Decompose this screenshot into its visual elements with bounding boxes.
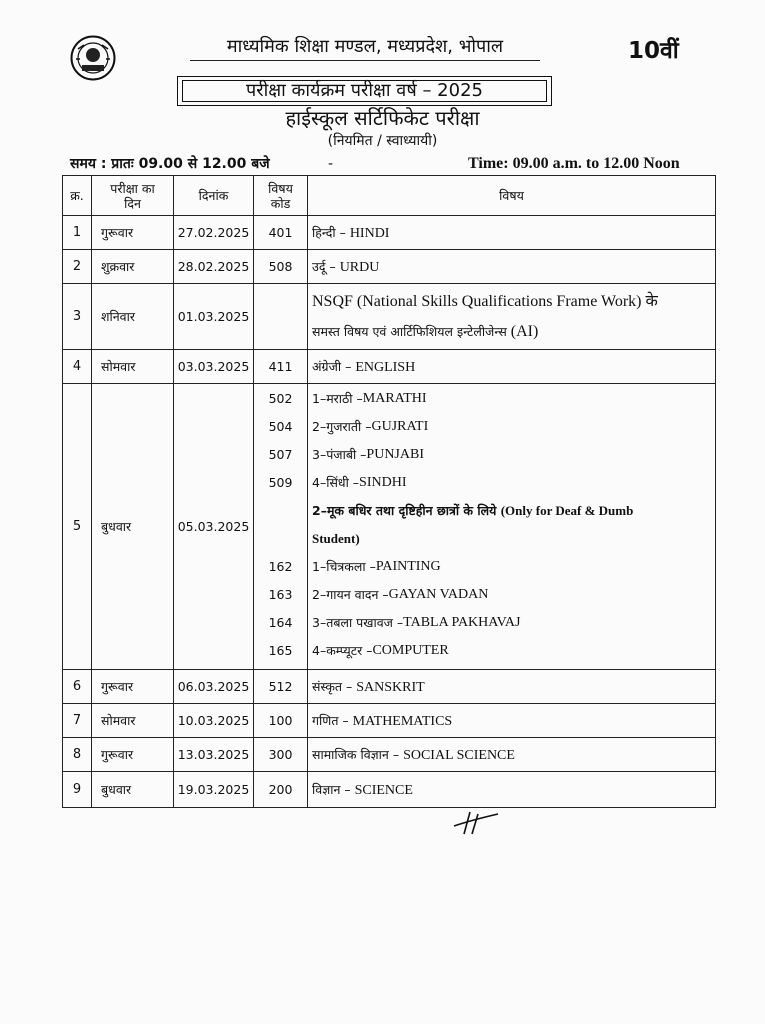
subject-item: 1–चित्रकला – PAINTING bbox=[312, 559, 441, 574]
header-code: विषय कोड bbox=[254, 176, 308, 216]
subject-item: 1–मराठी – MARATHI bbox=[312, 391, 427, 406]
subject-code: 504 bbox=[268, 419, 293, 434]
row-code: 100 bbox=[254, 704, 308, 738]
table-row bbox=[63, 384, 716, 670]
row-subject: गणित – MATHEMATICS bbox=[308, 704, 716, 738]
nsqf-line: NSQF (National Skills Qualifications Frame Work) के bbox=[312, 292, 658, 310]
row-code-group bbox=[254, 384, 308, 670]
row-date: 28.02.2025 bbox=[174, 250, 254, 284]
row-day: गुरूवार bbox=[92, 216, 174, 250]
row-date: 27.02.2025 bbox=[174, 216, 254, 250]
row-day: शनिवार bbox=[92, 284, 174, 350]
row-day: सोमवार bbox=[92, 704, 174, 738]
row-day: सोमवार bbox=[92, 350, 174, 384]
programme-title-box bbox=[177, 76, 552, 106]
table-row bbox=[63, 704, 716, 738]
table-row bbox=[63, 772, 716, 808]
subject-item: 4–सिंधी – SINDHI bbox=[312, 475, 407, 490]
subject-code: 507 bbox=[268, 447, 293, 462]
row-code: 300 bbox=[254, 738, 308, 772]
class-tag: 10वीं bbox=[628, 38, 679, 64]
exam-name: हाईस्कूल सर्टिफिकेट परीक्षा bbox=[285, 106, 480, 130]
row-number: 3 bbox=[63, 284, 92, 350]
header-day: परीक्षा का दिन bbox=[92, 176, 174, 216]
subject-code: 162 bbox=[268, 559, 293, 574]
row-number: 9 bbox=[63, 772, 92, 808]
table-row bbox=[63, 250, 716, 284]
row-day: शुक्रवार bbox=[92, 250, 174, 284]
subject-code: 509 bbox=[268, 475, 293, 490]
row-subject-group bbox=[308, 384, 716, 670]
subject-code: 163 bbox=[268, 587, 293, 602]
header-sno: क्र. bbox=[63, 176, 92, 216]
row-subject: उर्दू – URDU bbox=[308, 250, 716, 284]
row-date: 05.03.2025 bbox=[174, 384, 254, 670]
header-subject: विषय bbox=[308, 176, 716, 216]
row-subject: विज्ञान – SCIENCE bbox=[308, 772, 716, 808]
row-code: 200 bbox=[254, 772, 308, 808]
row-day: बुधवार bbox=[92, 384, 174, 670]
row-number: 1 bbox=[63, 216, 92, 250]
time-separator: - bbox=[328, 156, 334, 172]
row-number: 5 bbox=[63, 384, 92, 670]
table-row bbox=[63, 284, 716, 350]
row-date: 03.03.2025 bbox=[174, 350, 254, 384]
row-code: 512 bbox=[254, 670, 308, 704]
row-number: 4 bbox=[63, 350, 92, 384]
row-date: 10.03.2025 bbox=[174, 704, 254, 738]
subject-item: 4–कम्प्यूटर – COMPUTER bbox=[312, 643, 449, 658]
header-date: दिनांक bbox=[174, 176, 254, 216]
row-subject: हिन्दी – HINDI bbox=[308, 216, 716, 250]
exam-type: (नियमित / स्वाध्यायी) bbox=[327, 133, 438, 149]
row-date: 13.03.2025 bbox=[174, 738, 254, 772]
table-row bbox=[63, 216, 716, 250]
schedule-table bbox=[62, 175, 716, 808]
subject-item: 3–तबला पखावज – TABLA PAKHAVAJ bbox=[312, 615, 521, 630]
row-date: 19.03.2025 bbox=[174, 772, 254, 808]
row-subject: अंग्रेजी – ENGLISH bbox=[308, 350, 716, 384]
time-hindi: समय : प्रातः 09.00 से 12.00 बजे bbox=[70, 156, 270, 172]
row-day: गुरूवार bbox=[92, 738, 174, 772]
row-code: 508 bbox=[254, 250, 308, 284]
table-row bbox=[63, 738, 716, 772]
subject-code: 164 bbox=[268, 615, 293, 630]
row-subject: संस्कृत – SANSKRIT bbox=[308, 670, 716, 704]
row-code: 401 bbox=[254, 216, 308, 250]
time-english: Time: 09.00 a.m. to 12.00 Noon bbox=[468, 155, 680, 172]
row-subject: सामाजिक विज्ञान – SOCIAL SCIENCE bbox=[308, 738, 716, 772]
table-row bbox=[63, 350, 716, 384]
deaf-dumb-note: 2–मूक बधिर तथा दृष्टिहीन छात्रों के लिये (Only for Deaf & Dumb Student) bbox=[312, 503, 634, 546]
subject-code: 502 bbox=[268, 391, 293, 406]
row-code bbox=[254, 284, 308, 350]
subject-item: 3–पंजाबी – PUNJABI bbox=[312, 447, 424, 462]
row-number: 2 bbox=[63, 250, 92, 284]
row-day: गुरूवार bbox=[92, 670, 174, 704]
board-name: माध्यमिक शिक्षा मण्डल, मध्यप्रदेश, भोपाल bbox=[190, 36, 540, 61]
row-number: 8 bbox=[63, 738, 92, 772]
row-number: 6 bbox=[63, 670, 92, 704]
signature-icon bbox=[452, 808, 500, 838]
row-date: 01.03.2025 bbox=[174, 284, 254, 350]
subject-code: 165 bbox=[268, 643, 293, 658]
programme-title: परीक्षा कार्यक्रम परीक्षा वर्ष – 2025 bbox=[182, 80, 547, 102]
subject-item: 2–गायन वादन – GAYAN VADAN bbox=[312, 587, 489, 602]
nsqf-line-2: समस्त विषय एवं आर्टिफिशियल इन्टेलीजेन्स (AI) bbox=[312, 322, 539, 340]
table-header-row bbox=[63, 176, 716, 216]
subject-item: 2–गुजराती – GUJRATI bbox=[312, 419, 429, 434]
row-date: 06.03.2025 bbox=[174, 670, 254, 704]
board-emblem-icon bbox=[70, 35, 116, 81]
row-number: 7 bbox=[63, 704, 92, 738]
row-subject bbox=[308, 284, 716, 350]
row-day: बुधवार bbox=[92, 772, 174, 808]
table-row bbox=[63, 670, 716, 704]
row-code: 411 bbox=[254, 350, 308, 384]
